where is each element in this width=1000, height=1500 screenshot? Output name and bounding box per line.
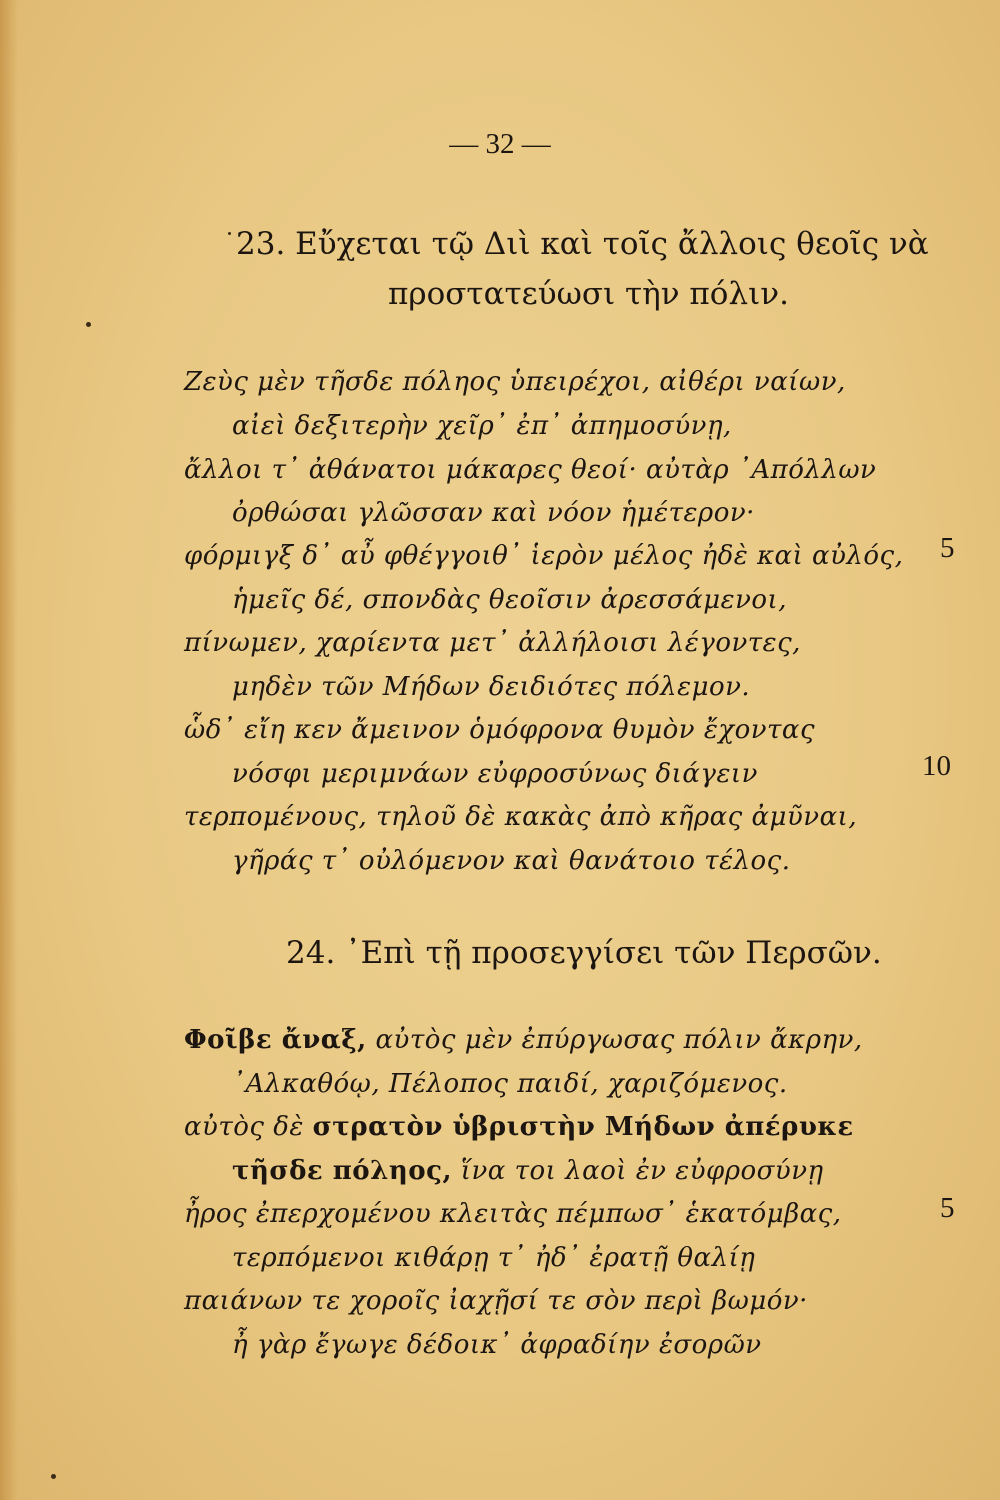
paper-speck: [51, 1474, 56, 1479]
page-edge-shadow: [0, 0, 18, 1500]
page-number: — 32 —: [449, 128, 551, 160]
poem-24-line-1-bold: Φοῖβε ἄναξ,: [184, 1025, 367, 1055]
section-24-heading: 24. ᾿Επὶ τῇ προσεγγίσει τῶν Περσῶν.: [286, 935, 882, 971]
poem-23-line-7: πίνωμεν, χαρίεντα μετ᾽ ἀλλήλοισι λέγοντες,: [184, 628, 801, 658]
poem-24-line-3-start: αὐτὸς δὲ: [184, 1112, 304, 1142]
poem-23-line-2: αἰεὶ δεξιτερὴν χεῖρ᾽ ἐπ᾽ ἀπημοσύνῃ,: [232, 411, 732, 441]
line-number-5: 5: [940, 532, 955, 564]
poem-23-line-1: Ζεὺς μὲν τῆσδε πόληος ὑπειρέχοι, αἰθέρι ναίων,: [184, 367, 846, 397]
paper-speck: [86, 322, 91, 327]
poem-23-line-11: τερπομένους, τηλοῦ δὲ κακὰς ἀπὸ κῆρας ἀμῦναι,: [184, 802, 858, 832]
poem-23-line-9: ὧδ᾽ εἴη κεν ἄμεινον ὁμόφρονα θυμὸν ἔχοντας: [184, 715, 816, 745]
poem-23-line-10: νόσφι μεριμνάων εὐφροσύνως διάγειν: [232, 759, 758, 789]
paper-speck: [228, 232, 231, 235]
poem-24-line-4-bold: τῆσδε πόληος,: [232, 1156, 452, 1186]
line-number-5-section-24: 5: [940, 1192, 955, 1224]
poem-24-line-4-rest: ἵνα τοι λαοὶ ἐν εὐφροσύνῃ: [460, 1156, 824, 1186]
poem-23-line-5: φόρμιγξ δ᾽ αὖ φθέγγοιθ᾽ ἱερὸν μέλος ἠδὲ καὶ αὐλός,: [184, 541, 904, 571]
poem-24-line-7: παιάνων τε χοροῖς ἰαχῇσί τε σὸν περὶ βωμόν·: [184, 1286, 808, 1316]
section-23-heading-line2: προστατεύωσι τὴν πόλιν.: [388, 276, 789, 312]
poem-24-line-8: ἦ γὰρ ἔγωγε δέδοικ᾽ ἀφραδίην ἐσορῶν: [232, 1330, 762, 1360]
poem-24-line-6: τερπόμενοι κιθάρῃ τ᾽ ἠδ᾽ ἐρατῇ θαλίῃ: [232, 1243, 756, 1273]
poem-23-line-4: ὀρθώσαι γλῶσσαν καὶ νόον ἡμέτερον·: [232, 498, 755, 528]
poem-24-line-1: [184, 1025, 863, 1055]
poem-23-line-6: ἡμεῖς δέ, σπονδὰς θεοῖσιν ἀρεσσάμενοι,: [232, 585, 787, 615]
section-23-heading-line1: 23. Εὔχεται τῷ Διὶ καὶ τοῖς ἄλλοις θεοῖς νὰ: [236, 226, 929, 262]
poem-24-line-3-bold: στρατὸν ὑβριστὴν Μήδων ἀπέρυκε: [312, 1112, 854, 1142]
line-number-10: 10: [922, 750, 951, 782]
poem-23-line-3: ἄλλοι τ᾽ ἀθάνατοι μάκαρες θεοί· αὐτὰρ ᾿Απόλλων: [184, 455, 877, 485]
poem-23-line-8: μηδὲν τῶν Μήδων δειδιότες πόλεμον.: [232, 672, 751, 702]
poem-24-line-5: ἦρος ἐπερχομένου κλειτὰς πέμπωσ᾽ ἑκατόμβας,: [184, 1199, 842, 1229]
poem-24-line-3: [184, 1112, 854, 1142]
poem-24-line-1-rest: αὐτὸς μὲν ἐπύργωσας πόλιν ἄκρην,: [375, 1025, 863, 1055]
poem-24-line-2: ᾿Αλκαθόῳ, Πέλοπος παιδί, χαριζόμενος.: [232, 1069, 788, 1099]
poem-23-line-12: γῆράς τ᾽ οὐλόμενον καὶ θανάτοιο τέλος.: [232, 846, 791, 876]
poem-24-line-4: [232, 1156, 824, 1186]
